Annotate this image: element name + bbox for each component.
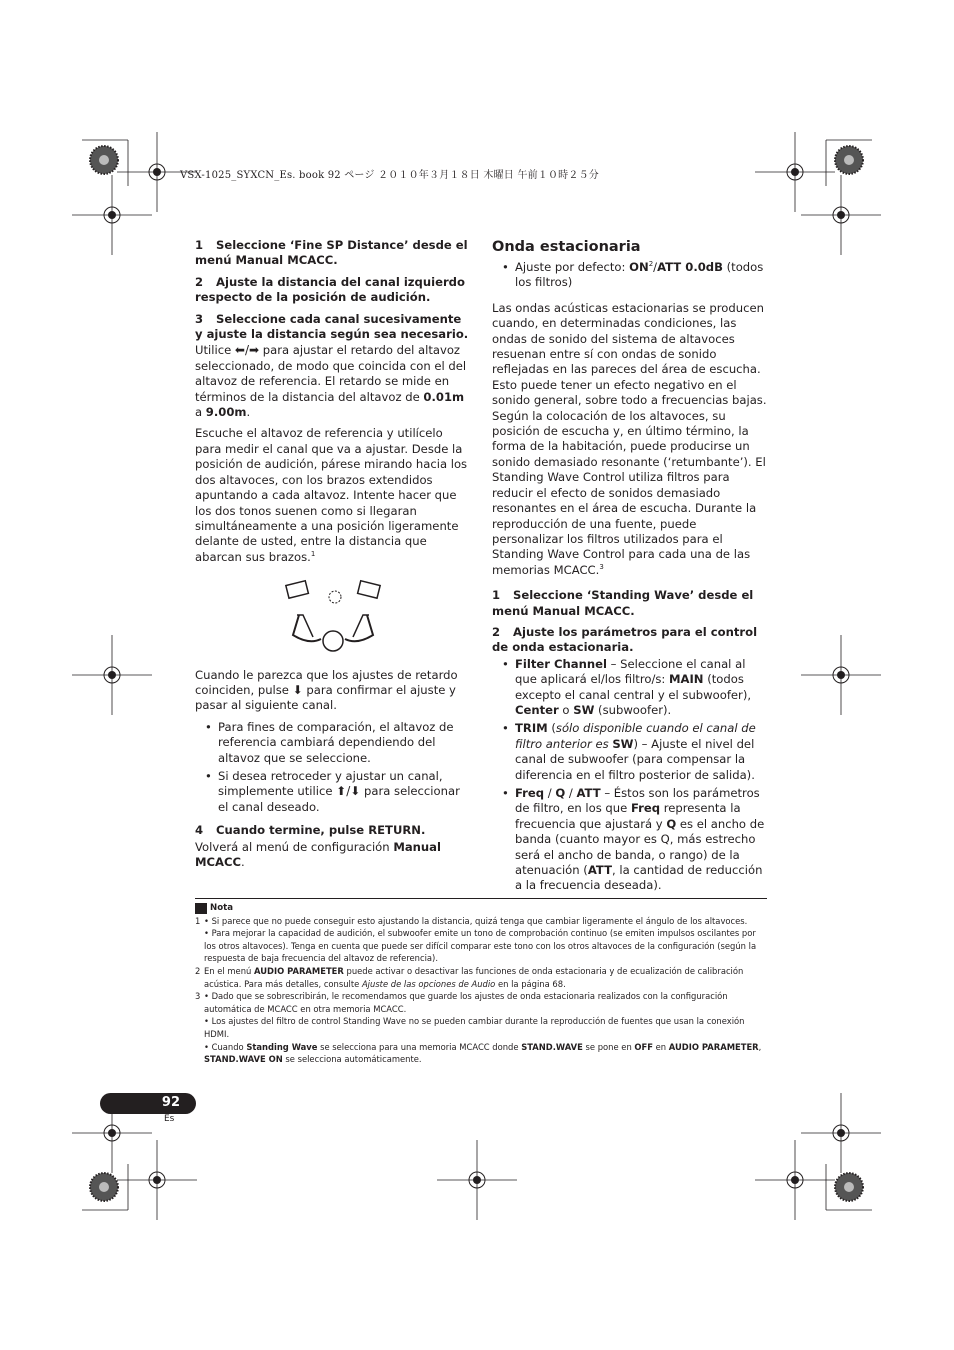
list-item: • TRIM (sólo disponible cuando el canal de filtro anterior es SW) – Ajuste el nivel del canal de subwoofer (para compensar la diferencia en el filtro posterior de salida). [492, 721, 768, 783]
print-file-header: VSX-1025_SYXCN_Es. book 92 ページ ２０１０年３月１８日 木曜日 午前１０時２５分 [180, 170, 599, 181]
section-title: Onda estacionaria [492, 239, 641, 255]
note-icon [195, 903, 207, 914]
footnote-2: 2 En el menú AUDIO PARAMETER puede activar o desactivar las funciones de onda estacionaria y de ecualización de calibración acústica. Para más detalles, consulte Ajuste de las opciones de Audio en la página 68. [195, 965, 744, 989]
left-right-arrow-icon: ⬅/➡ [234, 343, 260, 358]
footnote-3: 3 • Dado que se sobrescribirán, le recomendamos que guarde los ajustes de onda estacionaria realizados con la configuración automática de MCACC en otra memoria MCACC. • Los ajustes del filtro de control Standing Wave no se pueden cambiar durante la reproducción de fuentes que usan la conexión HDMI. • Cuando Standing Wave se selecciona para una memoria MCACC donde STAND.WAVE se pone en OFF en AUDIO PARAMETER, STAND.WAVE ON se selecciona automáticamente. [195, 991, 762, 1065]
list-item: • Filter Channel – Seleccione el canal al que aplicará el/los filtro/s: MAIN (todos excepto el canal central y el subwoofer), Center o SW (subwoofer). [492, 657, 768, 719]
standing-wave-description: Las ondas acústicas estacionarias se producen cuando, en determinadas condiciones, las ondas de sonido del sistema de altavoces resuenan entre sí con ondas de sonido reflejadas en las pareces del área de escucha. Esto puede tener un efecto negativo en el sonido general, sobre todo a frecuencias bajas. Según la colocación de los altavoces, su posición de escucha y, en último término, la forma de la habitación, puede producirse un sonido demasiado resonante (‘retumbante’). El Standing Wave Control utiliza filtros para reducir el efecto de sonidos demasiado resonantes en el área de escucha. Durante la reproducción de una fuente, puede personalizar los filtros utilizados para el Standing Wave Control para cada una de las memorias MCACC.$^3$ [492, 300, 767, 577]
list-item: • Si desea retroceder y ajustar un canal, simplemente utilice ⬆/⬇ para seleccionar el canal deseado. [195, 769, 471, 815]
delay-paragraph: Utilice ⬅/➡ para ajustar el retardo del altavoz seleccionado, de modo que coincida con el del altavoz de referencia. El retardo se mide en términos de la distancia del altavoz de 0.01m a 9.00m. [195, 343, 467, 420]
footnotes [195, 898, 767, 1066]
step-4: 4 Cuando termine, pulse RETURN. [195, 823, 426, 838]
step-2: 2 Ajuste la distancia del canal izquierdo respecto de la posición de audición. [195, 274, 465, 305]
listen-paragraph: Escuche el altavoz de referencia y utilícelo para medir el canal que va a ajustar. Desde la posición de audición, párese mirando hacia los dos altavoces, con los brazos extendidos apuntando a cada altavoz. Intente hacer que los dos tonos suenen como si llegaran simultáneamente a una posición ligeramente delante de usted, entre la distancia que abarcan sus brazos.$^1$ [195, 426, 468, 564]
right-column [492, 238, 768, 900]
list-item: • Ajuste por defecto: $ON^2$/ATT 0.0dB (todos los filtros) [492, 260, 768, 291]
return-paragraph: Volverá al menú de configuración Manual MCACC. [195, 839, 441, 869]
down-arrow-icon: ⬇ [292, 682, 303, 697]
default-setting [492, 260, 768, 291]
step-2: 2 Ajuste los parámetros para el control de onda estacionaria. [492, 624, 758, 655]
step-1: 1 Seleccione ‘Standing Wave’ desde el menú Manual MCACC. [492, 588, 754, 618]
left-bullet-list [195, 720, 471, 815]
list-item: • Freq / Q / ATT – Éstos son los parámetros de filtro, en los que Freq representa la frecuencia que ajustará y Q es el ancho de banda (cuanto mayor es Q, más estrecho será el ancho de banda, o rango) de la atenuación (ATT, la cantidad de reducción a la frecuencia deseada). [492, 786, 768, 894]
language-label: Es [164, 1114, 175, 1124]
step-1: 1 Seleccione ‘Fine SP Distance’ desde el menú Manual MCACC. [195, 238, 468, 268]
listening-position-illustration [283, 579, 383, 655]
step-3: 3 Seleccione cada canal sucesivamente y ajuste la distancia según sea necesario. [195, 311, 469, 342]
note-heading: Nota [195, 902, 767, 915]
list-item: • Para fines de comparación, el altavoz de referencia cambiará dependiendo del altavoz que se seleccione. [195, 720, 471, 766]
up-down-arrow-icon: ⬆/⬇ [336, 784, 361, 799]
left-column [195, 238, 471, 876]
footnote-1: 1 • Si parece que no puede conseguir esto ajustando la distancia, quizá tenga que cambiar ligeramente el ángulo de los altavoces. • Para mejorar la capacidad de audición, el subwoofer emite un tono de comprobación continuo (se emiten impulsos oscilantes por los otros altavoces). Tenga en cuenta que puede ser difícil comparar este tono con los otros altavoces de la configuración (según la respuesta de baja frecuencia del altavoz de referencia). [195, 915, 757, 964]
parameter-list [492, 657, 768, 894]
confirm-paragraph: Cuando le parezca que los ajustes de retardo coinciden, pulse ⬇ para confirmar el ajuste y pasar al siguiente canal. [195, 667, 458, 713]
page-number-badge [100, 1093, 196, 1114]
page-number: 92 [161, 1095, 180, 1110]
